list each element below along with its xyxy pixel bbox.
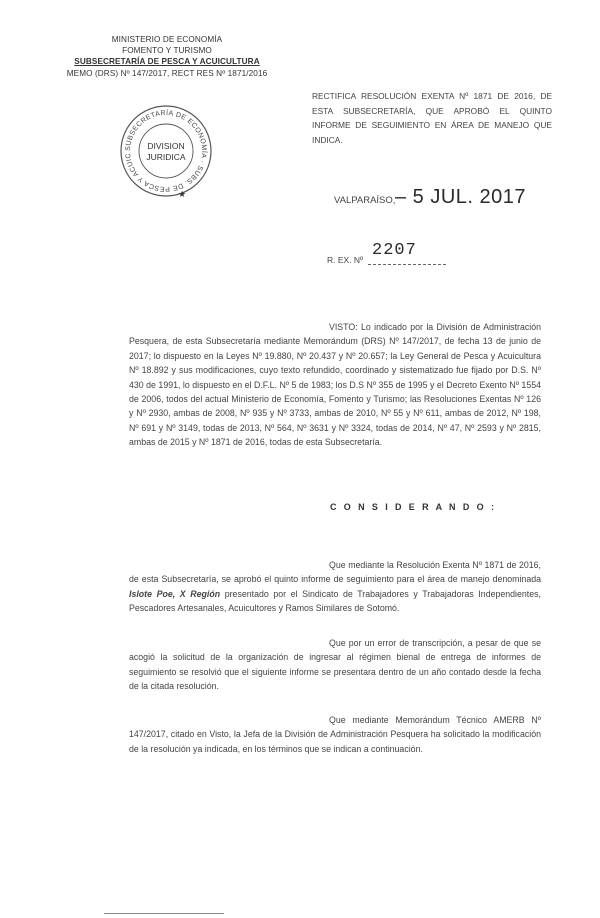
seal-center-line2: JURIDICA xyxy=(146,152,186,162)
date-stamp: – 5 JUL. 2017 xyxy=(395,186,527,208)
header-memo-ref: MEMO (DRS) Nº 147/2017, RECT RES Nº 1871/2016 xyxy=(66,68,268,78)
para2-text: Que por un error de transcripción, a pesar de que se acogió la solicitud de la organización de ingresar al régimen bienal de entrega de informes de seguimiento se resolvió que el siguiente informe se presentara dentro de un año contado desde la fecha de la citada resolución. xyxy=(129,638,541,692)
para1-area-name: Islote Poe, X Región xyxy=(129,588,221,599)
considerando-paragraph-1 xyxy=(129,558,541,616)
seal-center-line1: DIVISION xyxy=(147,141,185,151)
para3-text: Que mediante Memorándum Técnico AMERB Nº 147/2017, citado en Visto, la Jefa de la División de Administración Pesquera ha solicitado la modificación de la resolución ya indicada, en los términos que se indican a continuación. xyxy=(129,715,541,754)
header-ministry: MINISTERIO DE ECONOMÍA xyxy=(111,35,223,44)
rex-underline xyxy=(368,264,446,265)
visto-paragraph xyxy=(129,320,541,450)
resolution-reference: RECTIFICA RESOLUCIÓN EXENTA Nº 1871 DE 2016, DE ESTA SUBSECRETARÍA, QUE APROBÓ EL QUINTO INFORME DE SEGUIMIENTO EN ÁREA DE MANEJO QUE INDICA. xyxy=(312,91,552,145)
considerando-paragraph-2 xyxy=(129,636,541,694)
seal-star-icon: ★ xyxy=(178,190,187,199)
footnote-rule xyxy=(104,913,224,914)
header-subsecretaria: SUBSECRETARÍA DE PESCA Y ACUICULTURA xyxy=(74,57,260,67)
rex-label: R. EX. Nº xyxy=(327,255,364,265)
para1-text-a: Que mediante la Resolución Exenta Nº 1871 de 2016, de esta Subsecretaría, se aprobó el quinto informe de seguimiento para el área de manejo denominada xyxy=(129,560,541,585)
place-label: VALPARAÍSO, xyxy=(334,195,396,206)
para1-text-c: presentado por el Sindicato de Trabajadores y Trabajadoras Independientes, Pescadores Artesanales, Acuicultores y Ramos Similares de Sotomó. xyxy=(129,588,541,614)
visto-text: VISTO: Lo indicado por la División de Administración Pesquera, de esta Subsecretaría mediante Memorándum (DRS) Nº 147/2017, de fecha 13 de junio de 2017; lo dispuesto en la Leyes Nº 19.880, Nº 20.437 y Nº 20.657; la Ley General de Pesca y Acuicultura Nº 18.892 y sus modificaciones, cuyo texto refundido, coordinado y sistematizado fue fijado por D.S. Nº 430 de 1991, lo dispuesto en el D.F.L. Nº 5 de 1983; los D.S Nº 355 de 1995 y el Decreto Exento Nº 1554 de 2006, todos del actual Ministerio de Economía, Fomento y Turismo; las Resoluciones Exentas Nº 126 y Nº 2930, ambas de 2008, Nº 935 y Nº 3733, ambas de 2010, Nº 55 y Nº 611, ambas de 2012, Nº 198, Nº 691 y Nº 3149, todas de 2013, Nº 564, Nº 3631 y Nº 3324, todas de 2014, Nº 47, Nº 2593 y Nº 2815, ambas de 2015 y Nº 1871 de 2016, todas de esta Subsecretaría. xyxy=(129,322,541,448)
considerando-title: C O N S I D E R A N D O : xyxy=(330,502,497,512)
header-fomento: FOMENTO Y TURISMO xyxy=(122,46,212,56)
ministry-header xyxy=(62,34,272,79)
considerando-paragraph-3 xyxy=(129,713,541,756)
division-juridica-seal xyxy=(118,103,214,199)
seal-outer-text: SUBSECRETARÍA DE ECONOMÍA · SUBS. DE PESCA Y ACUIC xyxy=(124,109,208,193)
rex-number: 2207 xyxy=(372,241,417,260)
seal-graphic xyxy=(118,103,214,199)
